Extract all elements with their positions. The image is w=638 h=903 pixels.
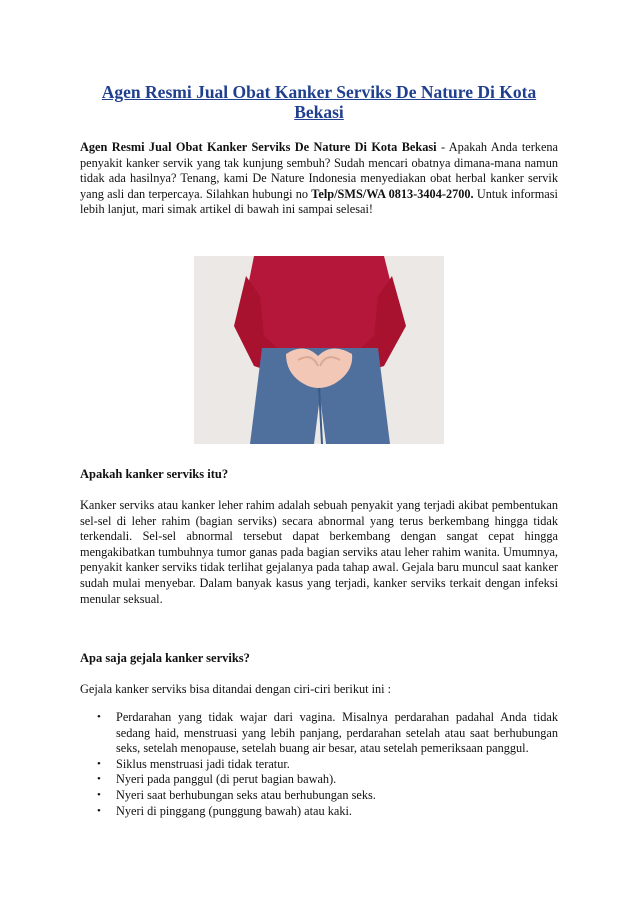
article-image xyxy=(194,256,444,444)
list-item-text: Nyeri pada panggul (di perut bagian bawah). xyxy=(116,772,337,787)
intro-lead-bold: Agen Resmi Jual Obat Kanker Serviks De Nature Di Kota Bekasi xyxy=(80,140,437,154)
list-item xyxy=(80,788,558,804)
symptom-list xyxy=(80,710,558,819)
bullet-icon: • xyxy=(97,804,101,817)
list-item xyxy=(80,772,558,788)
section1-heading: Apakah kanker serviks itu? xyxy=(80,467,229,481)
bullet-icon: • xyxy=(97,773,101,786)
bullet-icon: • xyxy=(97,711,101,723)
list-item xyxy=(80,710,558,757)
page-title: Agen Resmi Jual Obat Kanker Serviks De Nature Di Kota Bekasi xyxy=(101,82,537,122)
list-item xyxy=(80,804,558,820)
woman-illustration xyxy=(194,256,444,444)
list-item-text: Perdarahan yang tidak wajar dari vagina. Misalnya perdarahan padahal Anda tidak sedang haid, menstruasi yang lebih panjang, perdarahan setelah atau saat berhubungan seks, setelah menopause, setelah buang air besar, atau setelah pemeriksaan panggul. xyxy=(116,710,558,756)
section2-heading: Apa saja gejala kanker serviks? xyxy=(80,651,250,665)
list-item xyxy=(80,757,558,773)
list-item-text: Siklus menstruasi jadi tidak teratur. xyxy=(116,756,290,771)
list-item-text: Nyeri saat berhubungan seks atau berhubungan seks. xyxy=(116,787,376,802)
section2-intro: Gejala kanker serviks bisa ditandai dengan ciri-ciri berikut ini : xyxy=(80,682,392,696)
intro-text-1: - Apakah Anda terkena penyakit kanker servik yang tak kunjung sembuh? Sudah mencari obatnya dimana-mana namun tidak ada hasilnya? Tenang, kami De Nature Indonesia menyediakan obat herbal kanker servik yang asli dan terpercaya. Silahkan hubungi no xyxy=(80,140,559,201)
bullet-icon: • xyxy=(97,788,101,801)
intro-contact-bold: Telp/SMS/WA 0813-3404-2700. xyxy=(311,186,474,201)
section1-body: Kanker serviks atau kanker leher rahim adalah sebuah penyakit yang terjadi akibat pembentukan sel-sel di leher rahim (bagian serviks) secara abnormal yang terus berkembang hingga tidak terkendali. Sel-sel abnormal tersebut dapat berkembang dengan sangat cepat hingga mengakibatkan tumbuhnya tumor ganas pada bagian serviks atau leher rahim wanita. Umumnya, penyakit kanker serviks tidak terlihat gejalanya pada tahap awal. Gejala baru muncul saat kanker sudah mulai menyebar. Dalam banyak kasus yang terjadi, kanker serviks terkait dengan infeksi menular seksual. xyxy=(80,498,558,606)
intro-text-2: Untuk informasi lebih lanjut, mari simak artikel di bawah ini sampai selesai! xyxy=(80,186,558,217)
list-item-text: Nyeri di pinggang (punggung bawah) atau kaki. xyxy=(116,803,352,818)
bullet-icon: • xyxy=(97,757,101,770)
intro-paragraph xyxy=(80,140,558,218)
